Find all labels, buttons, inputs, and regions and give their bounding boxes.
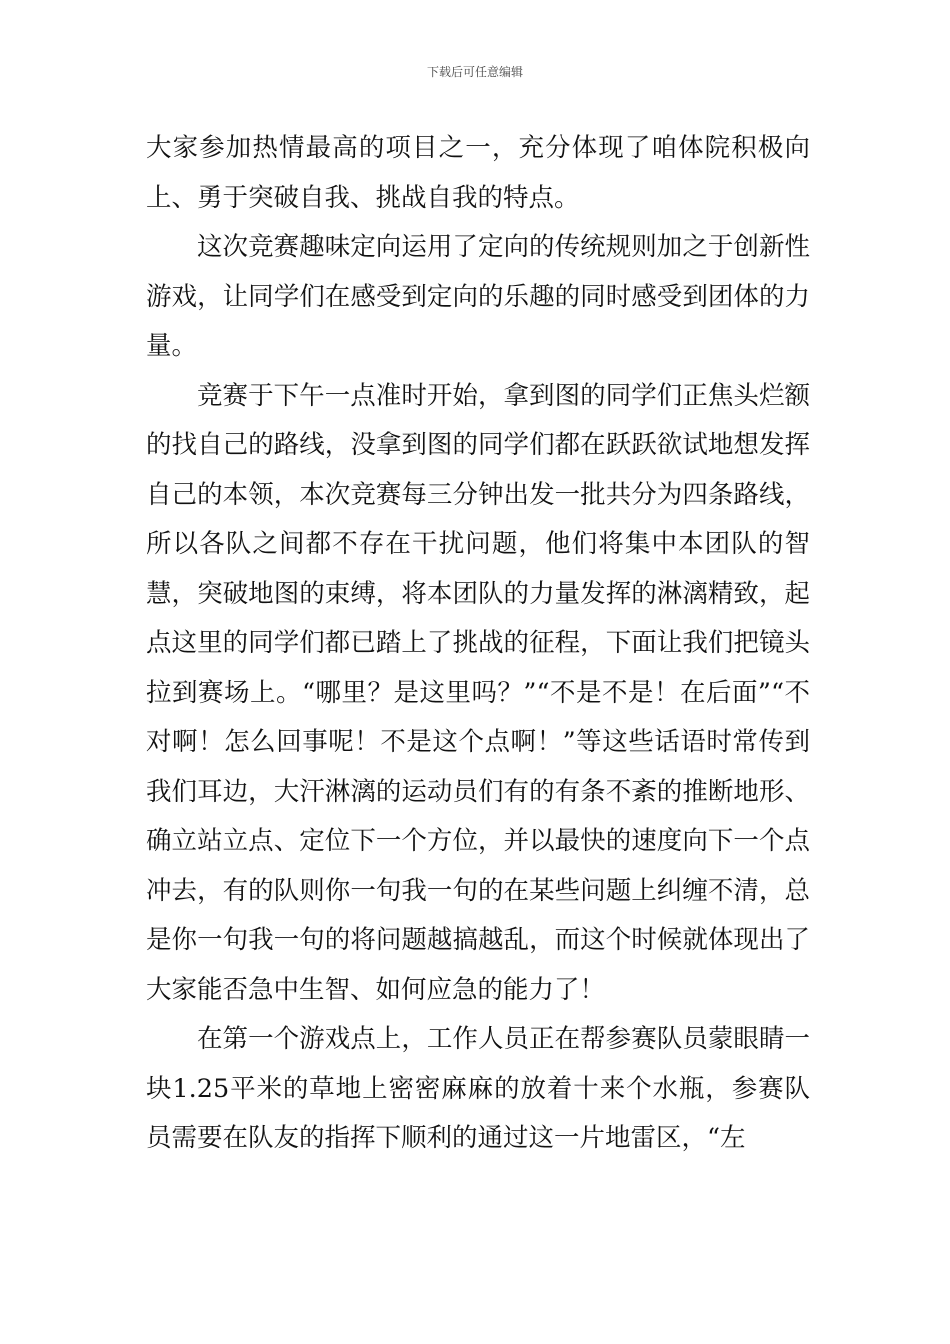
document-body	[146, 124, 810, 1164]
page-header: 下载后可任意编辑	[426, 65, 523, 79]
paragraph-4: 在第一个游戏点上，工作人员正在帮参赛队员蒙眼睛一块1.25平米的草地上密密麻麻的放着十来个水瓶，参赛队员需要在队友的指挥下顺利的通过这一片地雷区，“左	[146, 1024, 810, 1153]
paragraph-2: 这次竞赛趣味定向运用了定向的传统规则加之于创新性游戏，让同学们在感受到定向的乐趣的同时感受到团体的力量。	[146, 232, 810, 361]
paragraph-1: 大家参加热情最高的项目之一，充分体现了咱体院积极向上、勇于突破自我、挑战自我的特点。	[146, 133, 810, 213]
paragraph-3: 竞赛于下午一点准时开始，拿到图的同学们正焦头烂额的找自己的路线，没拿到图的同学们都在跃跃欲试地想发挥自己的本领，本次竞赛每三分钟出发一批共分为四条路线，所以各队之间都不存在干扰问题，他们将集中本团队的智慧，突破地图的束缚，将本团队的力量发挥的淋漓精致，起点这里的同学们都已踏上了挑战的征程，下面让我们把镜头拉到赛场上。“哪里？是这里吗？”“不是不是！在后面”“不对啊！怎么回事呢！不是这个点啊！”等这些话语时常传到我们耳边，大汗淋漓的运动员们有的有条不紊的推断地形、确立站立点、定位下一个方位，并以最快的速度向下一个点冲去，有的队则你一句我一句的在某些问题上纠缠不清，总是你一句我一句的将问题越搞越乱，而这个时候就体现出了大家能否急中生智、如何应急的能力了！	[146, 380, 810, 1005]
